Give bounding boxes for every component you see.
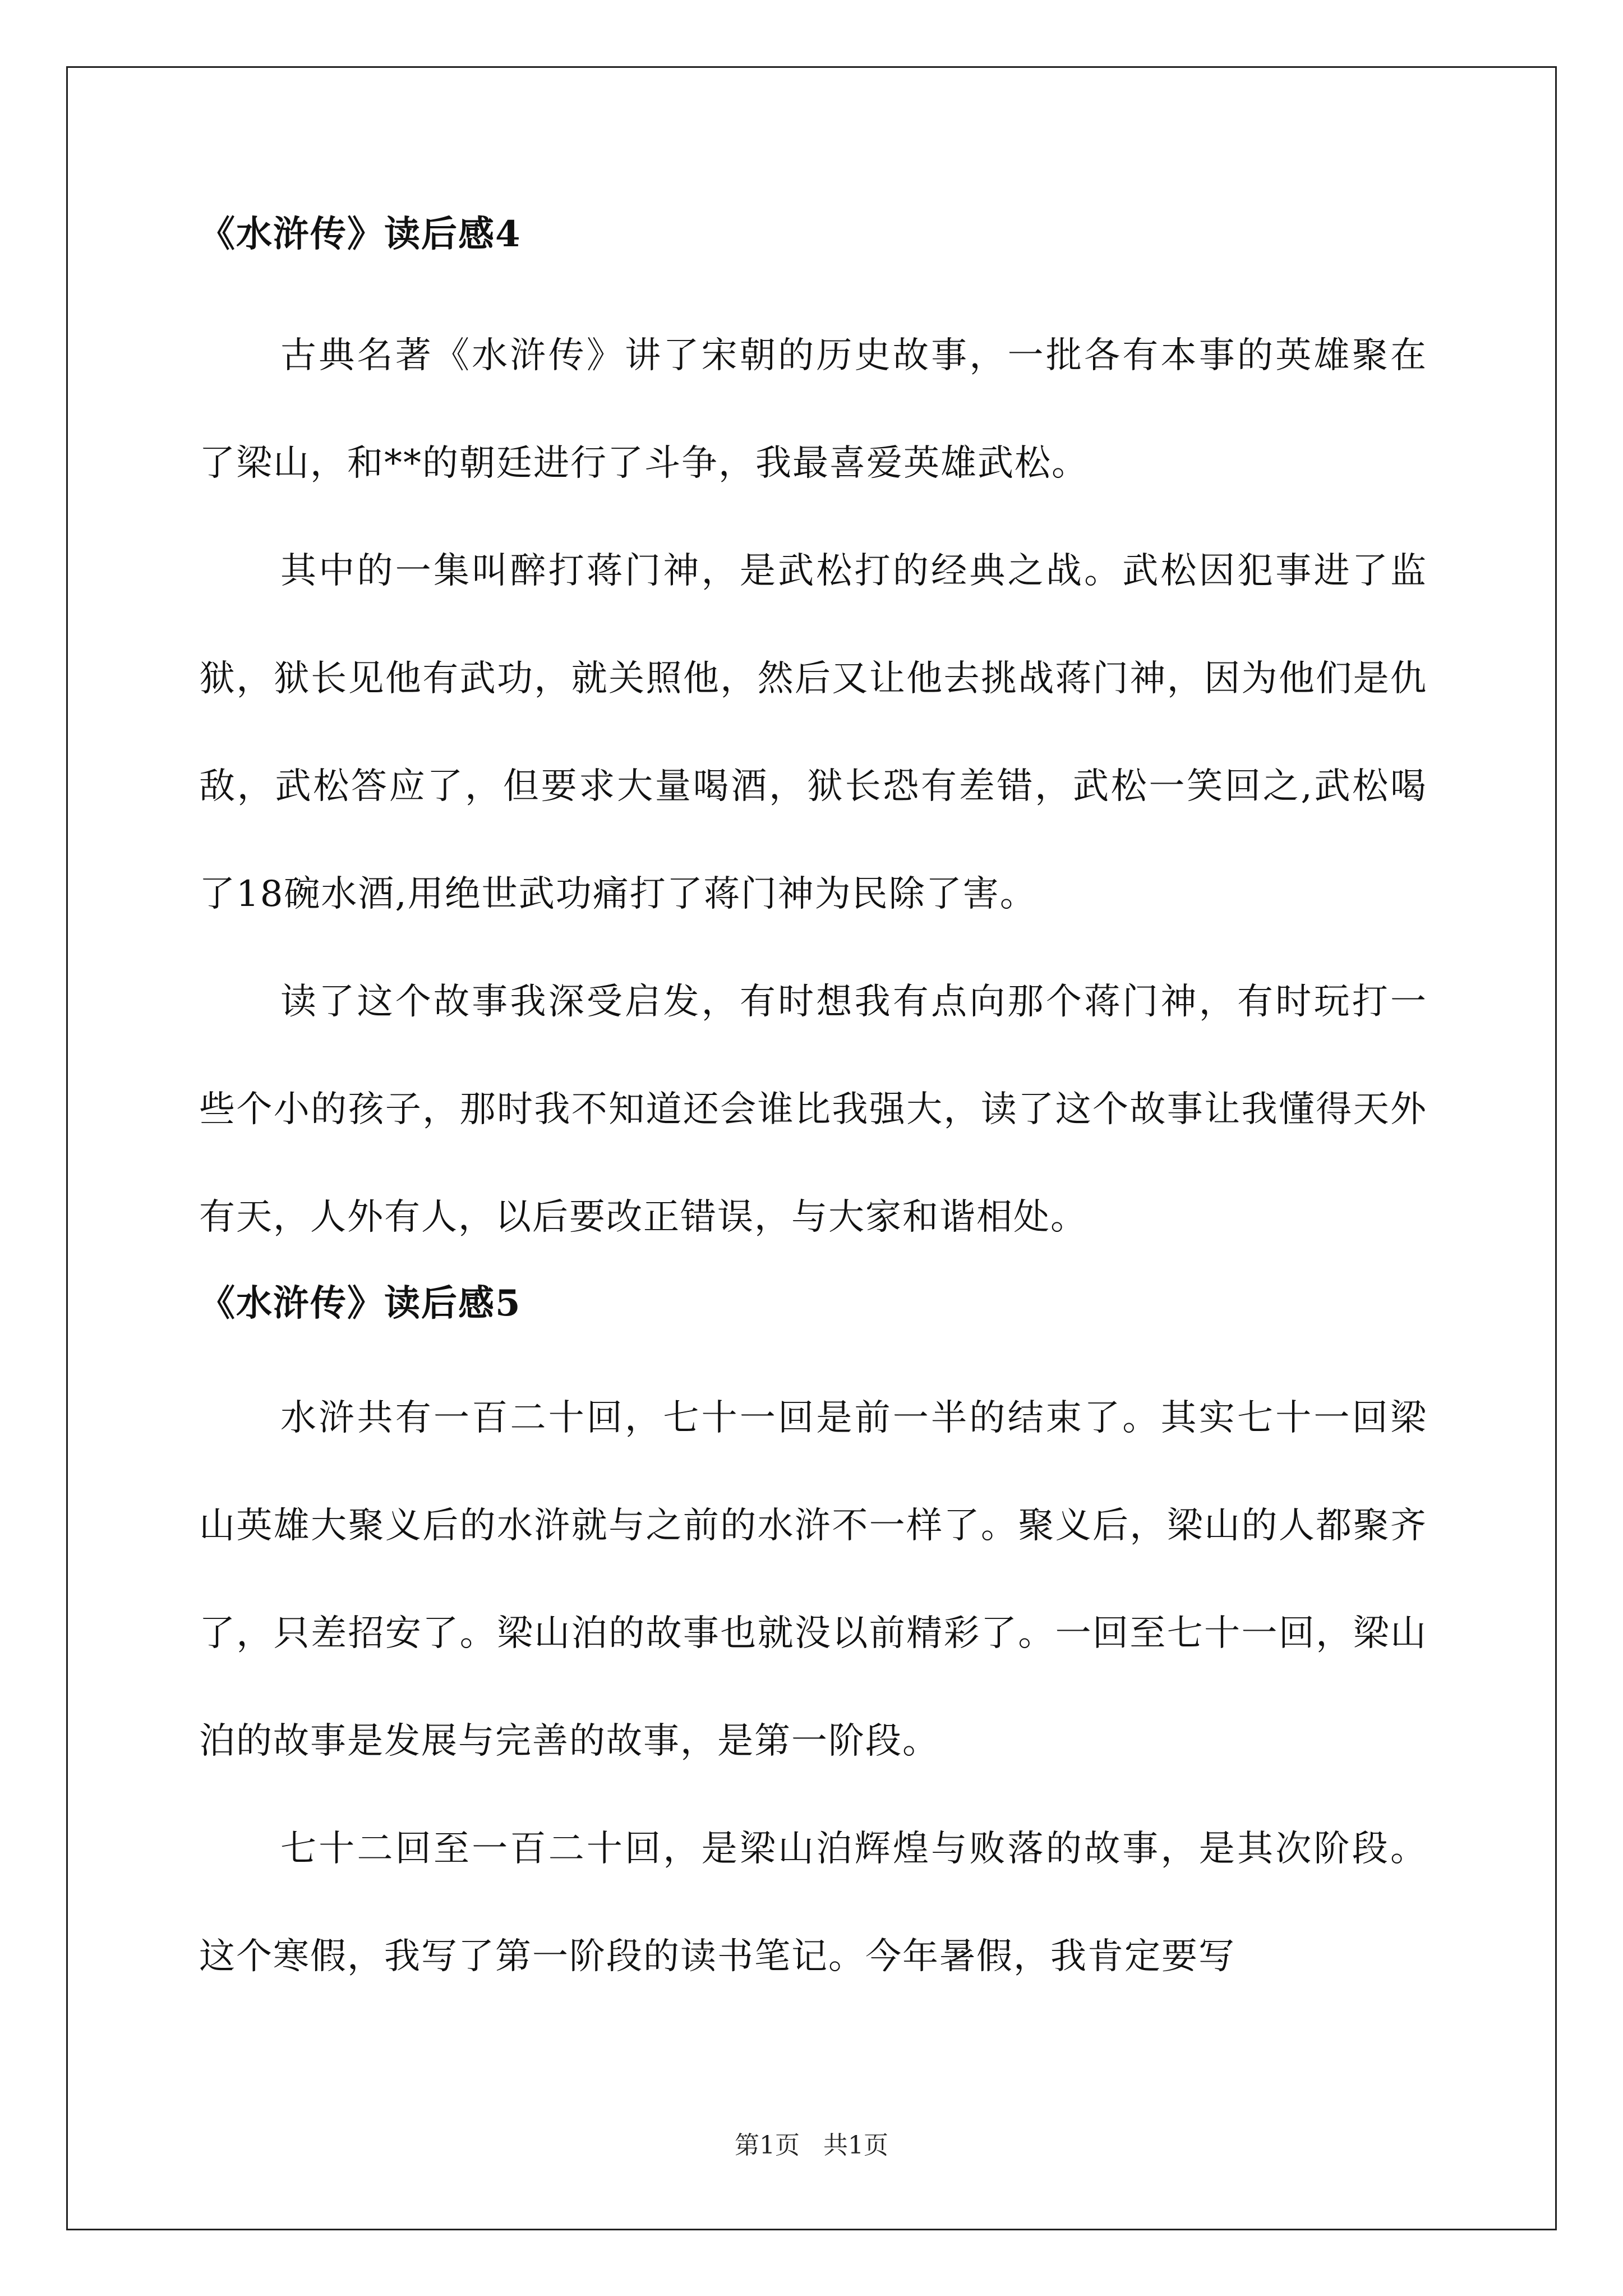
document-body (199, 208, 1427, 2010)
paragraph: 其中的一集叫醉打蒋门神，是武松打的经典之战。武松因犯事进了监狱，狱长见他有武功，就关照他，然后又让他去挑战蒋门神，因为他们是仇敌，武松答应了，但要求大量喝酒，狱长恐有差错，武松一笑回之,武松喝了18碗水酒,用绝世武功痛打了蒋门神为民除了害。 (199, 550, 1427, 915)
section-title-4: 《水浒传》读后感4 (199, 213, 522, 255)
paragraph: 读了这个故事我深受启发，有时想我有点向那个蒋门神，有时玩打一些个小的孩子，那时我不知道还会谁比我强大，读了这个故事让我懂得天外有天，人外有人，以后要改正错误，与大家和谐相处。 (199, 981, 1427, 1238)
paragraph: 七十二回至一百二十回，是梁山泊辉煌与败落的故事，是其次阶段。这个寒假，我写了第一阶段的读书笔记。今年暑假，我肯定要写 (199, 1828, 1427, 1977)
paragraph: 水浒共有一百二十回，七十一回是前一半的结束了。其实七十一回梁山英雄大聚义后的水浒就与之前的水浒不一样了。聚义后，梁山的人都聚齐了，只差招安了。梁山泊的故事也就没以前精彩了。一回至七十一回，梁山泊的故事是发展与完善的故事，是第一阶段。 (199, 1397, 1427, 1762)
paragraph: 古典名著《水浒传》讲了宋朝的历史故事，一批各有本事的英雄聚在了梁山，和**的朝廷进行了斗争，我最喜爱英雄武松。 (199, 335, 1427, 484)
section-title-5: 《水浒传》读后感5 (199, 1282, 522, 1324)
page-footer: 第1页 共1页 (735, 2131, 888, 2160)
